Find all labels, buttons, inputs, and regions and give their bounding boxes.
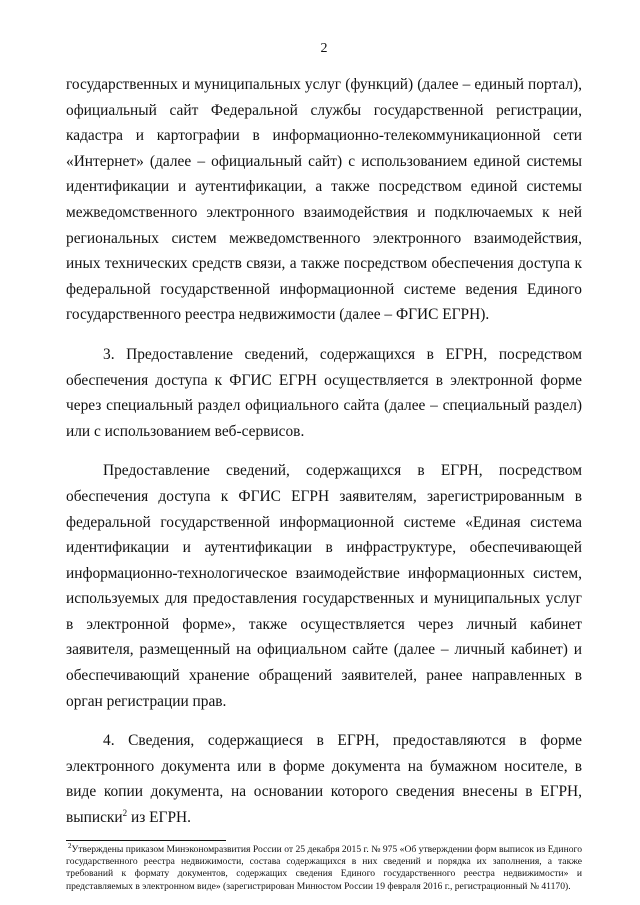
- paragraph-item-4-tail: из ЕГРН.: [127, 809, 191, 827]
- footnote-text: Утверждены приказом Минэкономразвития России от 25 декабря 2015 г. № 975 «Об утверждении форм выписок из Единого государственного реестра недвижимости, состава содержащихся в них сведений и порядка их заполнения, а также требований к формату документов, содержащих сведения Единого государственного реестра недвижимости» и представляемых в электронном виде» (зарегистрирован Минюстом России 19 февраля 2016 г., регистрационный № 41170).: [66, 844, 582, 892]
- footnote-separator: [66, 840, 226, 841]
- footnote-mark: 2: [68, 841, 72, 850]
- paragraph-item-4-text: 4. Сведения, содержащиеся в ЕГРН, предоставляются в форме электронного документа или в форме документа на бумажном носителе, в виде копии документа, на основании которого сведения внесены в ЕГРН, выписки: [66, 732, 582, 827]
- paragraph-item-3: 3. Предоставление сведений, содержащихся в ЕГРН, посредством обеспечения доступа к ФГИС ЕГРН осуществляется в электронной форме через специальный раздел официального сайта (далее – специальный раздел) или с использованием веб-сервисов.: [66, 345, 582, 440]
- document-body: [66, 72, 582, 831]
- paragraph-item-4: [66, 728, 582, 830]
- page-number: 2: [320, 41, 328, 56]
- footnote: [66, 841, 582, 893]
- paragraph-personal-account: Предоставление сведений, содержащихся в ЕГРН, посредством обеспечения доступа к ФГИС ЕГРН заявителям, зарегистрированным в федеральной государственной информационной системе «Единая система идентификации и аутентификации в инфраструктуре, обеспечивающей информационно-технологическое взаимодействие информационных систем, используемых для предоставления государственных и муниципальных услуг в электронной форме», также осуществляется через личный кабинет заявителя, размещенный на официальном сайте (далее – личный кабинет) и обеспечивающий хранение обращений заявителей, ранее направленных в орган регистрации прав.: [66, 462, 582, 710]
- footnote-reference-mark: 2: [122, 807, 128, 818]
- paragraph-continuation: государственных и муниципальных услуг (функций) (далее – единый портал), официальный сайт Федеральной службы государственной регистрации, кадастра и картографии в информационно-телекоммуникационной сети «Интернет» (далее – официальный сайт) с использованием единой системы идентификации и аутентификации, а также посредством единой системы межведомственного электронного взаимодействия и подключаемых к ней региональных систем межведомственного электронного взаимодействия, иных технических средств связи, а также посредством обеспечения доступа к федеральной государственной информационной системе ведения Единого государственного реестра недвижимости (далее – ФГИС ЕГРН).: [66, 76, 582, 324]
